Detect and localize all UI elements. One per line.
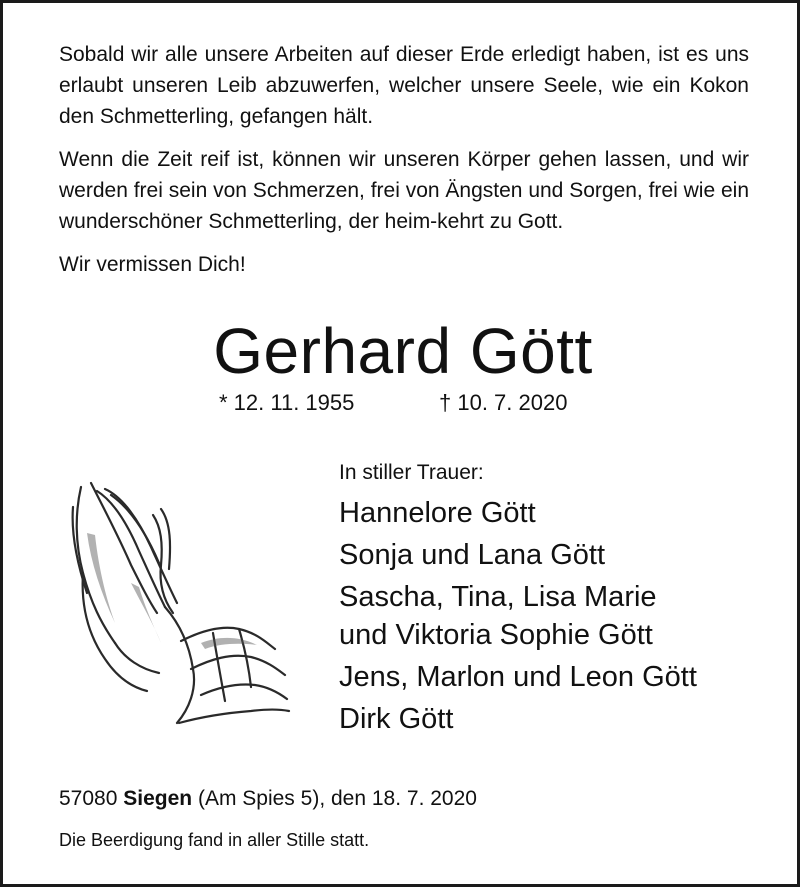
mourner-name: Hannelore Gött xyxy=(339,497,536,529)
poem-closing: Wir vermissen Dich! xyxy=(59,253,246,276)
birth-date: * 12. 11. 1955 xyxy=(219,390,355,415)
deceased-name: Gerhard Gött xyxy=(213,315,593,387)
mourner-name: Jens, Marlon und Leon Gött xyxy=(339,661,697,693)
mourner-name: Sascha, Tina, Lisa Marie xyxy=(339,581,657,613)
mourner-name: und Viktoria Sophie Gött xyxy=(339,619,653,651)
burial-note: Die Beerdigung fand in aller Stille statt. xyxy=(59,830,370,850)
poem-paragraph-2: Wenn die Zeit reif ist, können wir unseren Körper gehen lassen, und wir werden frei sein von Schmerzen, frei von Ängsten und Sorgen, frei wie ein wunderschöner Schmetterling, der heim-kehrt zu Gott. xyxy=(59,148,749,233)
place-and-date xyxy=(59,785,477,813)
death-date: † 10. 7. 2020 xyxy=(439,390,568,415)
poem xyxy=(59,39,749,292)
mourners-block xyxy=(339,458,779,738)
city: Siegen xyxy=(123,787,193,810)
mourner-name: Sonja und Lana Gött xyxy=(339,539,606,571)
mourner-name: Dirk Gött xyxy=(339,703,454,735)
postcode: 57080 xyxy=(59,787,118,810)
address-and-date: (Am Spies 5), den 18. 7. 2020 xyxy=(197,787,477,810)
mourners-label: In stiller Trauer: xyxy=(339,461,484,484)
poem-paragraph-1: Sobald wir alle unsere Arbeiten auf dieser Erde erledigt haben, ist es uns erlaubt unseren Leib abzuwerfen, welcher unsere Seele, wie ein Kokon den Schmetterling, gefangen hält. xyxy=(59,43,749,128)
praying-hands-icon xyxy=(61,473,291,733)
